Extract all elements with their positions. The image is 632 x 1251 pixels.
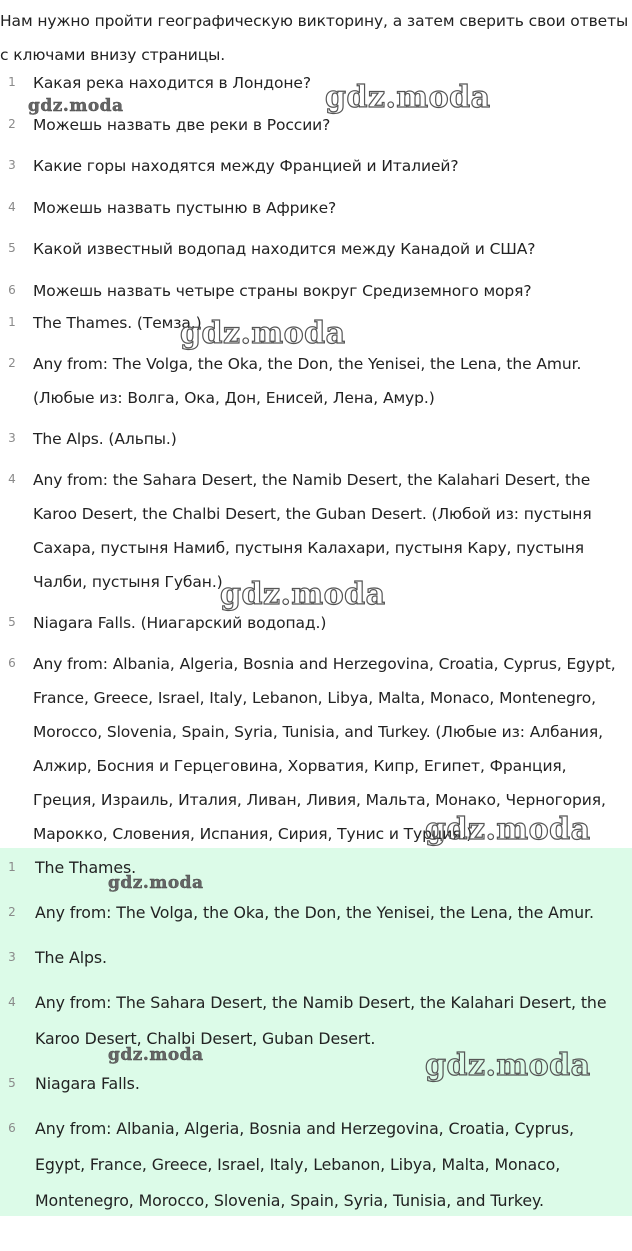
- list-item: [0, 985, 632, 1057]
- answer-text: The Alps. (Альпы.): [33, 430, 177, 448]
- list-item: [0, 306, 632, 340]
- item-number: 2: [8, 116, 16, 131]
- list-item: [0, 463, 632, 599]
- answer-text: Any from: the Sahara Desert, the Namib Desert, the Kalahari Desert, the Karoo Desert, the Chalbi Desert, the Guban Desert. (Любой из: пустыня Сахара, пустыня Намиб, пустыня Калахари, пустыня Кару, пустыня Чалби, пустыня Губан.): [33, 471, 592, 591]
- answer-text: Any from: The Volga, the Oka, the Don, the Yenisei, the Lena, the Amur. (Любые из: Волга, Ока, Дон, Енисей, Лена, Амур.): [33, 355, 582, 407]
- answer-text: The Alps.: [35, 948, 107, 967]
- item-number: 3: [8, 950, 16, 964]
- answers-list: [0, 306, 632, 858]
- item-number: 2: [8, 356, 16, 370]
- answer-text: Any from: Albania, Algeria, Bosnia and Herzegovina, Croatia, Cyprus, Egypt, France, Greece, Israel, Italy, Lebanon, Libya, Malta, Monaco, Montenegro, Morocco, Slovenia, Spain, Syria, Tunisia, and Turkey. (Любые из: Албания, Алжир, Босния и Герцеговина, Хорватия, Кипр, Египет, Франция, Греция, Израиль, Италия, Ливан, Ливия, Мальта, Монако, Черногория, Марокко, Словения, Испания, Сирия, Тунис и Турция.): [33, 655, 616, 843]
- list-item: [0, 940, 632, 976]
- list-item: [0, 108, 632, 150]
- item-number: 4: [8, 995, 16, 1009]
- list-item: [0, 850, 632, 886]
- list-item: [0, 422, 632, 456]
- questions-list: [0, 66, 632, 315]
- list-item: [0, 191, 632, 233]
- item-number: 2: [8, 905, 16, 919]
- item-number: 1: [8, 860, 16, 874]
- question-text: Можешь назвать пустыню в Африке?: [33, 198, 337, 217]
- question-text: Можешь назвать четыре страны вокруг Средиземного моря?: [33, 281, 532, 300]
- item-number: 1: [8, 315, 16, 329]
- watermark-logo: gdz.moda: [180, 316, 346, 351]
- answer-text: Niagara Falls.: [35, 1074, 140, 1093]
- item-number: 6: [8, 656, 16, 670]
- question-text: Какие горы находятся между Францией и Италией?: [33, 157, 459, 175]
- item-number: 4: [8, 472, 16, 486]
- watermark-logo: gdz.moda: [220, 577, 386, 612]
- watermark-logo: gdz.moda: [28, 96, 124, 116]
- item-number: 6: [8, 1121, 16, 1135]
- item-number: 1: [8, 75, 16, 89]
- list-item: [0, 66, 632, 108]
- answer-text: The Thames.: [35, 858, 137, 877]
- item-number: 6: [8, 282, 16, 297]
- question-text: Какой известный водопад находится между Канадой и США?: [33, 240, 536, 258]
- watermark-logo: gdz.moda: [325, 80, 491, 115]
- list-item: [0, 895, 632, 931]
- answer-text: Any from: The Sahara Desert, the Namib Desert, the Kalahari Desert, the Karoo Desert, Chalbi Desert, Guban Desert.: [35, 993, 607, 1048]
- item-number: 3: [8, 431, 16, 445]
- answer-key-list: [0, 850, 632, 1228]
- list-item: [0, 606, 632, 640]
- answer-text: Any from: Albania, Algeria, Bosnia and Herzegovina, Croatia, Cyprus, Egypt, France, Greece, Israel, Italy, Lebanon, Libya, Malta, Monaco, Montenegro, Morocco, Slovenia, Spain, Syria, Tunisia, and Turkey.: [35, 1119, 574, 1210]
- list-item: [0, 1111, 632, 1219]
- intro-text: Нам нужно пройти географическую викторину, а затем сверить свои ответы с ключами внизу страницы.: [0, 12, 629, 64]
- item-number: 4: [8, 199, 16, 214]
- list-item: [0, 347, 632, 415]
- question-text: Можешь назвать две реки в России?: [33, 115, 331, 134]
- item-number: 5: [8, 241, 16, 255]
- answer-text: Any from: The Volga, the Oka, the Don, the Yenisei, the Lena, the Amur.: [35, 903, 594, 922]
- item-number: 3: [8, 158, 16, 172]
- answer-text: The Thames. (Темза.): [33, 314, 202, 332]
- list-item: [0, 149, 632, 191]
- answer-text: Niagara Falls. (Ниагарский водопад.): [33, 614, 327, 632]
- watermark-logo: gdz.moda: [108, 873, 204, 893]
- question-text: Какая река находится в Лондоне?: [33, 74, 311, 92]
- watermark-logo: gdz.moda: [108, 1045, 204, 1065]
- item-number: 5: [8, 1076, 16, 1090]
- item-number: 5: [8, 615, 16, 629]
- list-item: [0, 232, 632, 274]
- watermark-logo: gdz.moda: [425, 812, 591, 847]
- list-item: [0, 1066, 632, 1102]
- list-item: [0, 647, 632, 851]
